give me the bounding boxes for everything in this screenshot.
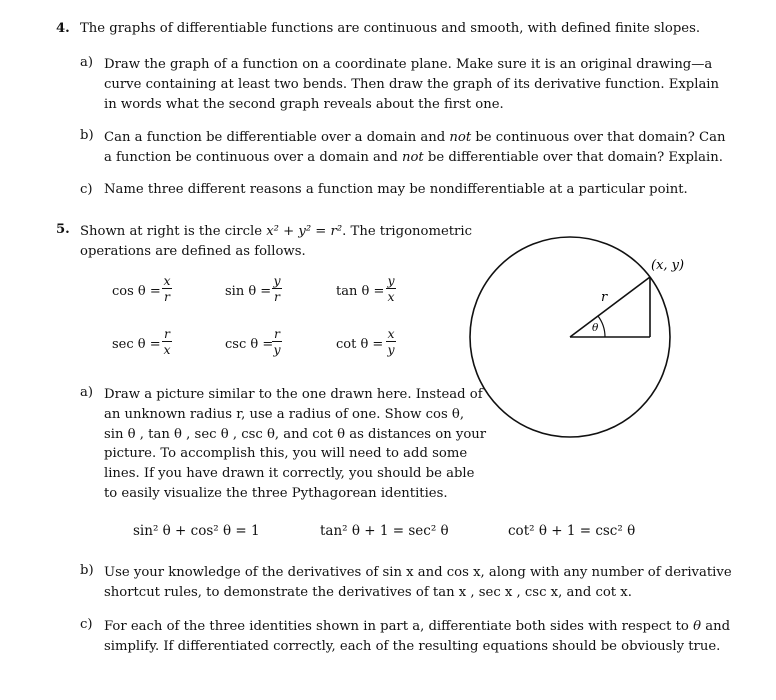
q4a-line-3: in words what the second graph reveals about the first one. — [104, 97, 504, 112]
sec-denominator: x — [163, 342, 171, 357]
q5a-label: a) — [80, 385, 94, 400]
identity-tan-sec: tan² θ + 1 = sec² θ — [320, 523, 449, 539]
q5-intro-line-2: operations are defined as follows. — [80, 244, 306, 259]
q5c-text — [104, 617, 730, 657]
cos-denominator: r — [164, 289, 170, 304]
q5a-line-4: picture. To accomplish this, you will need to add some — [104, 446, 468, 462]
q5b-text — [104, 563, 732, 603]
sin-denominator: r — [274, 289, 280, 304]
question-5-number: 5. — [56, 222, 70, 237]
sec-definition-label: sec θ = — [112, 337, 161, 352]
q5a-text — [104, 385, 486, 504]
cot-numerator: x — [387, 326, 395, 341]
q4b-line1-post: be continuous over that domain? Can — [471, 130, 726, 145]
csc-definition-label: csc θ = — [225, 337, 274, 352]
q4b-line2-post: be differentiable over that domain? Explain. — [423, 150, 723, 165]
q4a-label: a) — [80, 55, 94, 70]
q5a-line-6: to easily visualize the three Pythagorean identities. — [104, 485, 448, 501]
identity-cot-csc: cot² θ + 1 = csc² θ — [508, 523, 636, 539]
q5c-line-1 — [104, 617, 730, 637]
tan-numerator: y — [387, 273, 395, 288]
sin-definition-label: sin θ = — [225, 284, 272, 299]
q5c-theta: θ — [693, 619, 702, 634]
q5c-label: c) — [80, 617, 93, 632]
q5-intro-post: . The trigonometric — [342, 224, 472, 239]
sec-numerator: r — [164, 326, 170, 341]
sin-numerator: y — [273, 273, 281, 288]
angle-label: θ — [592, 322, 599, 334]
circle-equation: x² + y² = r² — [266, 224, 343, 239]
cos-numerator: x — [163, 273, 171, 288]
identity-sin-cos: sin² θ + cos² θ = 1 — [133, 523, 260, 539]
q4c-label: c) — [80, 182, 93, 197]
cot-definition-label: cot θ = — [336, 337, 384, 352]
q4b-label: b) — [80, 128, 94, 143]
q5a-line-1: Draw a picture similar to the one drawn here. Instead of — [104, 387, 483, 402]
tan-denominator: x — [387, 289, 395, 304]
q5a-line-3: sin θ , tan θ , sec θ , csc θ, and cot θ as distances on your — [104, 426, 487, 442]
q5b-line-2: shortcut rules, to demonstrate the derivatives of tan x , sec x , csc x, and cot x. — [104, 585, 632, 600]
q4c-text: Name three different reasons a function may be nondifferentiable at a particular point. — [104, 182, 688, 197]
radius-label: r — [601, 290, 608, 305]
radius-line — [570, 277, 650, 337]
csc-numerator: r — [274, 326, 280, 341]
q5b-label: b) — [80, 563, 94, 578]
q4b-line2-pre: a function be continuous over a domain and — [104, 150, 402, 165]
cot-denominator: y — [387, 342, 395, 357]
q4a-line-1: Draw the graph of a function on a coordinate plane. Make sure it is an original drawing—a — [104, 57, 713, 72]
csc-denominator: y — [273, 342, 281, 357]
angle-arc — [598, 316, 605, 337]
q4b-line1-pre: Can a function be differentiable over a domain and — [104, 130, 450, 145]
cos-definition-label: cos θ = — [112, 284, 161, 299]
q4b-line2-emphasis: not — [402, 150, 424, 165]
q5a-line-5: lines. If you have drawn it correctly, you should be able — [104, 466, 475, 482]
q4b-line1-emphasis: not — [449, 130, 472, 145]
question-4-number: 4. — [56, 21, 70, 36]
q5c-line1-post: and — [701, 619, 731, 634]
q5a-line-2: an unknown radius r, use a radius of one. Show cos θ, — [104, 406, 465, 422]
question-4-intro: The graphs of differentiable functions are continuous and smooth, with defined finite slopes. — [80, 21, 701, 36]
q5b-line-1: Use your knowledge of the derivatives of sin x and cos x, along with any number of derivative — [104, 565, 732, 580]
point-label: (x, y) — [651, 258, 685, 273]
q4a-line-2: curve containing at least two bends. Then draw the graph of its derivative function. Explain — [104, 77, 720, 92]
tan-definition-label: tan θ = — [336, 284, 385, 299]
q5c-line1-pre: For each of the three identities shown in part a, differentiate both sides with respect to — [104, 619, 694, 634]
q5-intro-pre: Shown at right is the circle — [80, 224, 267, 239]
q5c-line-2: simplify. If differentiated correctly, each of the resulting equations should be obviously true. — [104, 639, 721, 654]
